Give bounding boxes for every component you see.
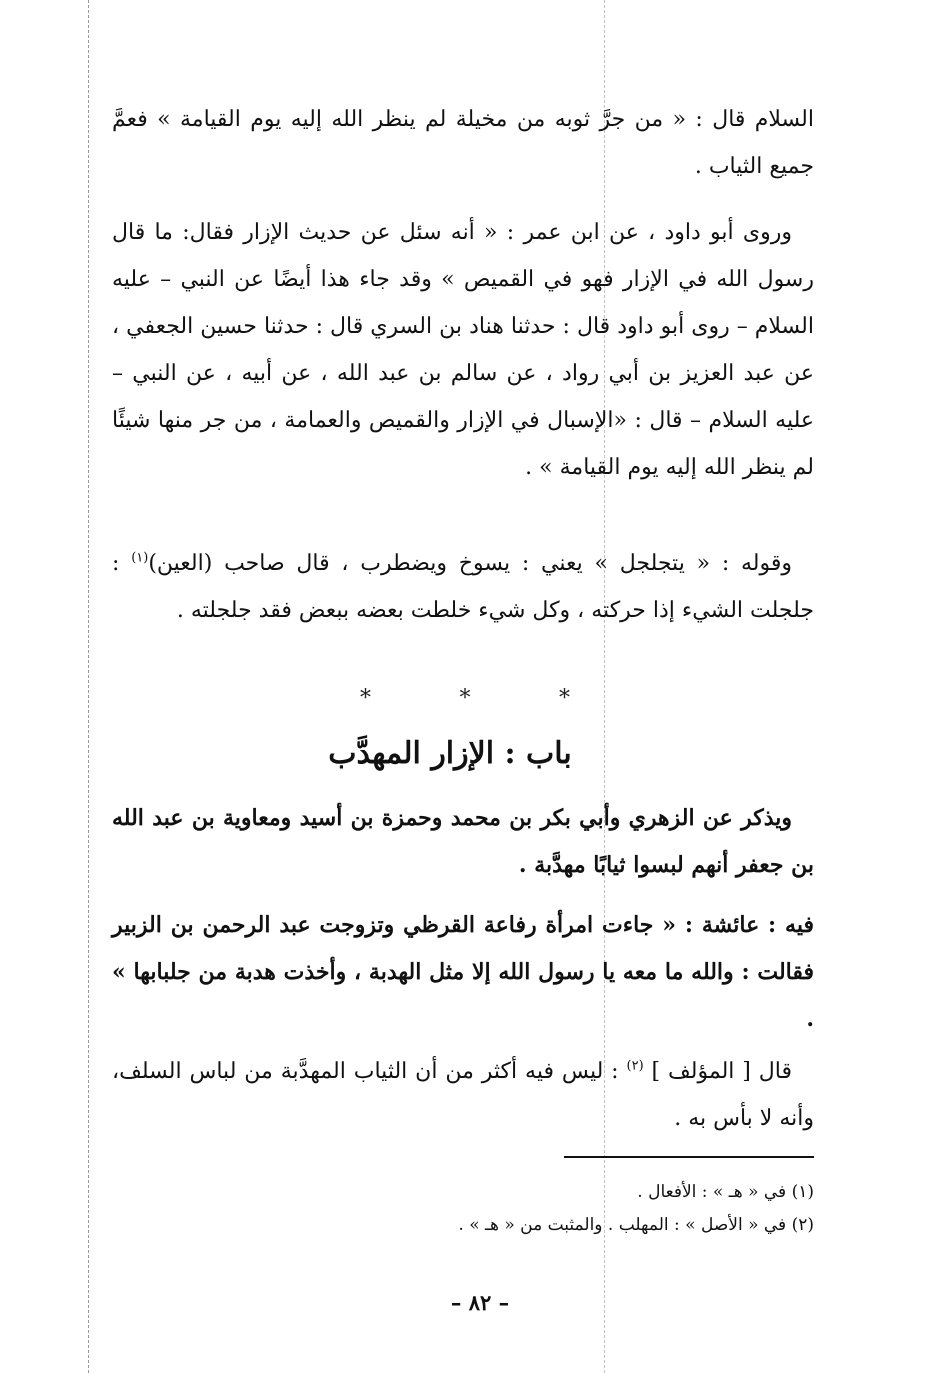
paragraph-6-part-2: : ليس فيه أكثر من أن الثياب المهدَّبة من لباس السلف، وأنه لا بأس به . xyxy=(112,1059,814,1131)
footnote-1: (١) في « هـ » : الأفعال . xyxy=(637,1182,814,1202)
page-number: – ٨٢ – xyxy=(450,1290,510,1315)
footnote-ref-2: (٢) xyxy=(626,1058,644,1074)
footnote-ref-1: (١) xyxy=(131,550,149,566)
paragraph-1-text: السلام قال : « من جرَّ ثوبه من مخيلة لم ينظر الله إليه يوم القيامة » فعمَّ جميع الثياب . xyxy=(112,107,814,179)
paragraph-3-text xyxy=(112,540,814,634)
paragraph-3-part-2: : جلجلت الشيء إذا حركته ، وكل شيء خلطت بعضه ببعض فقد جلجلته . xyxy=(112,551,814,623)
divider-star-icon: * xyxy=(559,686,570,711)
paragraph-6 xyxy=(112,1048,814,1142)
paragraph-3 xyxy=(112,540,814,634)
section-title: باب : الإزار المهدَّب xyxy=(328,736,572,771)
footnote-2: (٢) في « الأصل » : المهلب . والمثبت من « هـ » . xyxy=(458,1215,814,1235)
paragraph-4-text: ويذكر عن الزهري وأبي بكر بن محمد وحمزة بن أسيد ومعاوية بن عبد الله بن جعفر أنهم لبسوا ثيابًا مهدَّبة . xyxy=(112,805,814,878)
crop-line-center xyxy=(604,0,605,1373)
paragraph-2-text: وروى أبو داود ، عن ابن عمر : « أنه سئل عن حديث الإزار فقال: ما قال رسول الله في الإزار فهو في القميص » وقد جاء هذا أيضًا عن النبي – عليه السلام – روى أبو داود قال : حدثنا هناد بن السري قال : حدثنا حسين الجعفي ، عن عبد العزيز بن أبي رواد ، عن سالم بن عبد الله ، عن أبيه ، عن النبي – عليه السلام – قال : «الإسبال في الإزار والقميص والعمامة ، من جر منها شيئًا لم ينظر الله إليه يوم القيامة » . xyxy=(112,220,814,480)
section-divider xyxy=(360,686,570,711)
paragraph-3-part-1: وقوله : « يتجلجل » يعني : يسوخ ويضطرب ، قال صاحب (العين) xyxy=(148,551,792,576)
paragraph-6-part-1: قال [ المؤلف ] xyxy=(643,1059,792,1084)
paragraph-1 xyxy=(112,96,814,190)
paragraph-4 xyxy=(112,795,814,889)
divider-star-icon: * xyxy=(459,686,471,711)
paragraph-6-text xyxy=(112,1048,814,1142)
paragraph-2 xyxy=(112,209,814,491)
divider-star-icon: * xyxy=(360,686,371,711)
footnotes xyxy=(300,1176,814,1242)
paragraph-5-text: فيه : عائشة : « جاءت امرأة رفاعة القرظي وتزوجت عبد الرحمن بن الزبير فقالت : والله ما معه يا رسول الله إلا مثل الهدبة ، وأخذت هدبة من جلبابها » . xyxy=(112,912,814,1032)
crop-line-left xyxy=(88,0,89,1373)
paragraph-5 xyxy=(112,902,814,1043)
footnote-separator xyxy=(564,1156,814,1158)
